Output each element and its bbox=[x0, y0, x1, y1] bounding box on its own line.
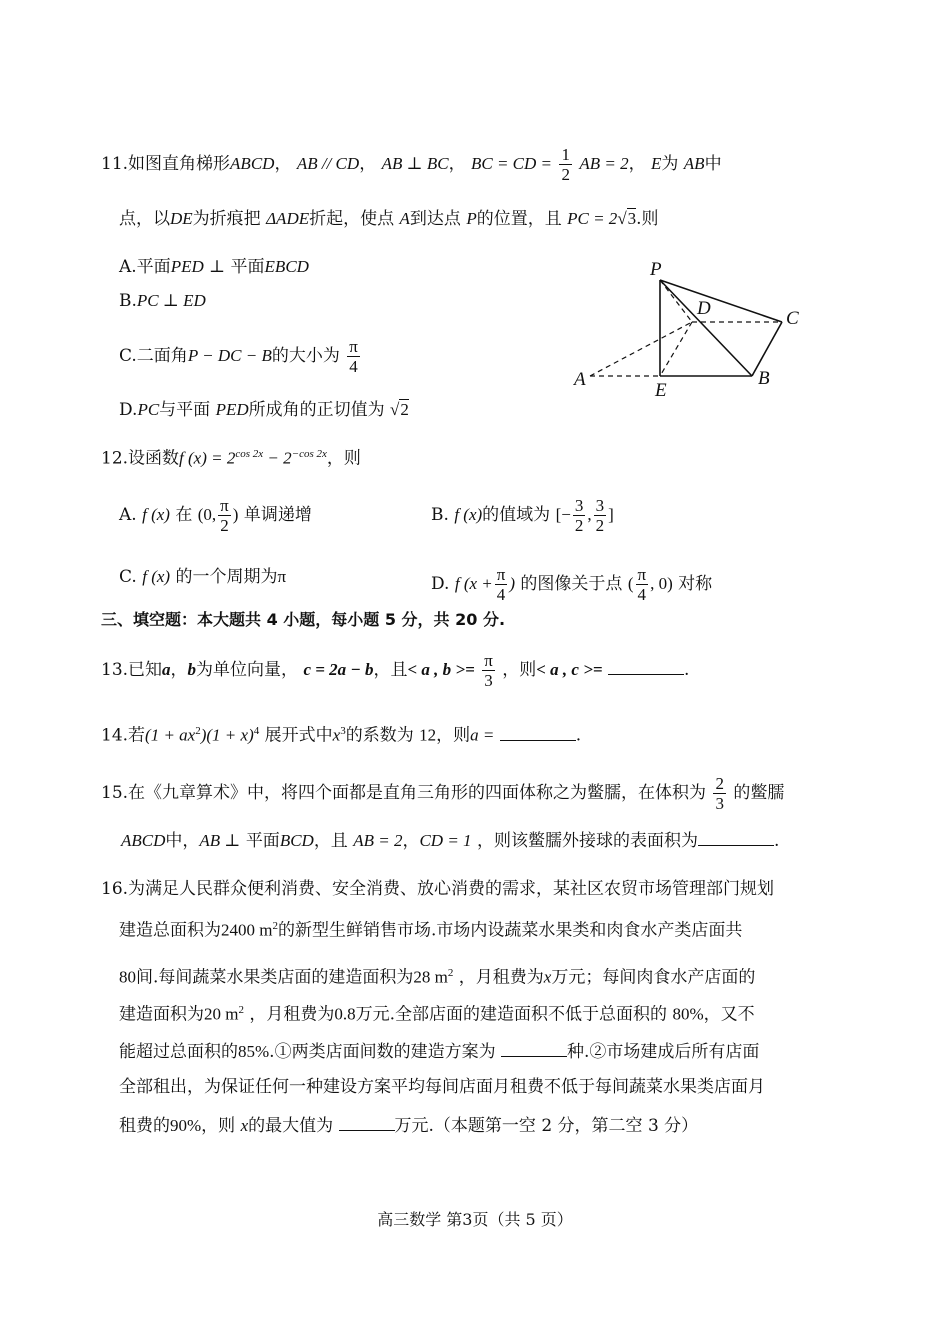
fraction-three-halves-2: $\frac{3}{2}$ bbox=[595, 496, 605, 535]
label-A: A bbox=[574, 369, 586, 390]
edge-AD bbox=[590, 322, 692, 376]
label-C: C bbox=[786, 308, 799, 329]
label-D: D bbox=[697, 298, 711, 319]
label-B: B bbox=[758, 368, 770, 389]
section-3-header: 三、填空题：本大题共 4 小题，每小题 5 分，共 20 分. bbox=[101, 610, 506, 629]
q11-option-b: B.PC ⊥ ED bbox=[119, 291, 206, 311]
q14: 14.若$(1 + ax^2)(1 + x)^4$ 展开式中$x^3$的系数为 12，则a = . bbox=[101, 719, 581, 748]
fraction-pi-over-4-b: $\frac{\pi}{4}$ bbox=[637, 565, 647, 604]
q12-option-d: D. f (x + $\frac{\pi}{4}$ ) 的图像关于点 ( $\frac{\pi}{4}$ , 0) 对称 bbox=[431, 565, 713, 604]
q16-line6: 全部租出，为保证任何一种建设方案平均每间店面月租费不低于每间蔬菜水果类店面月 bbox=[119, 1077, 765, 1097]
q16-line5: 能超过总面积的85%.①两类店面间数的建造方案为 种.②市场建成后所有店面 bbox=[119, 1038, 759, 1064]
q11-line2: 点，以DE为折痕把 ΔADE折起，使点 A到达点 P的位置，且 PC = 2√3.则 bbox=[119, 209, 659, 229]
answer-blank-14[interactable] bbox=[500, 722, 576, 741]
fraction-pi-over-4-a: $\frac{\pi}{4}$ bbox=[496, 565, 506, 604]
q11-option-a: A.平面PED ⊥ 平面EBCD bbox=[119, 257, 309, 277]
q16-line2: 建造总面积为2400 $m^2$的新型生鲜销售市场.市场内设蔬菜水果类和肉食水产类店面共 bbox=[119, 920, 743, 941]
q16-line7: 租费的90%，则 x的最大值为 万元.（本题第一空 2 分，第二空 3 分） bbox=[119, 1112, 698, 1138]
label-E: E bbox=[655, 380, 667, 401]
q15-line1: 15.在《九章算术》中，将四个面都是直角三角形的四面体称之为鳖臑，在体积为 $\frac{2}{3}$ 的鳖臑 bbox=[101, 774, 785, 813]
answer-blank-16-1[interactable] bbox=[501, 1038, 567, 1057]
q13: 13.已知a，b为单位向量， c = 2a − b，且< a , b >= $\frac{\pi}{3}$ ，则< a , c >= . bbox=[101, 651, 690, 690]
q16-line1: 16.为满足人民群众便利消费、安全消费、放心消费的需求，某社区农贸市场管理部门规划 bbox=[101, 879, 775, 899]
folded-trapezoid-figure bbox=[570, 255, 810, 405]
q16-line3: 80间.每间蔬菜水果类店面的建造面积为28 $m^2$ ，月租费为x万元；每间肉食水产店面的 bbox=[119, 967, 756, 988]
edge-DE bbox=[660, 322, 692, 376]
fraction-pi-over-2: $\frac{\pi}{2}$ bbox=[220, 496, 229, 535]
q15-line2: ABCD中，AB ⊥ 平面BCD，且 AB = 2，CD = 1 ，则该鳖臑外接球的表面积为 . bbox=[121, 827, 779, 853]
q11-option-c: C.二面角P − DC − B的大小为 $\frac{\pi}{4}$ bbox=[119, 337, 358, 376]
fraction-two-thirds: $\frac{2}{3}$ bbox=[715, 774, 724, 813]
edge-PB bbox=[660, 280, 752, 376]
fraction-pi-over-3: $\frac{\pi}{3}$ bbox=[484, 651, 493, 690]
q12-option-b: B. f (x)的值域为 [− $\frac{3}{2}$ , $\frac{3}{2}$ ] bbox=[431, 496, 614, 535]
q11-line1: 11.如图直角梯形ABCD， AB // CD， AB ⊥ BC， BC = CD = $\frac{1}{2}$ AB = 2， E为 AB中 bbox=[101, 145, 722, 184]
q16-line4: 建造面积为20 $m^2$ ，月租费为0.8万元.全部店面的建造面积不低于总面积的 80%，又不 bbox=[119, 1004, 755, 1025]
fraction-pi-over-4: $\frac{\pi}{4}$ bbox=[349, 337, 358, 376]
answer-blank-13[interactable] bbox=[608, 656, 684, 675]
q12-option-c: C. f (x) 的一个周期为π bbox=[119, 567, 287, 587]
answer-blank-15[interactable] bbox=[698, 827, 774, 846]
q12-option-a: A. f (x) 在 (0, $\frac{\pi}{2}$ ) 单调递增 bbox=[119, 496, 312, 535]
label-P: P bbox=[650, 259, 662, 280]
fraction-three-halves-1: $\frac{3}{2}$ bbox=[574, 496, 584, 535]
q12-stem: 12.设函数f $(x) = 2^{cos 2x} - 2^{-cos 2x}$，则 bbox=[101, 448, 361, 469]
page-footer: 高三数学 第3页（共 5 页） bbox=[377, 1210, 573, 1229]
fraction-one-half: $\frac{1}{2}$ bbox=[561, 145, 570, 184]
answer-blank-16-2[interactable] bbox=[339, 1112, 395, 1131]
q11-option-d: D.PC与平面 PED所成角的正切值为 √2 bbox=[119, 400, 409, 420]
edge-PC bbox=[660, 280, 782, 322]
